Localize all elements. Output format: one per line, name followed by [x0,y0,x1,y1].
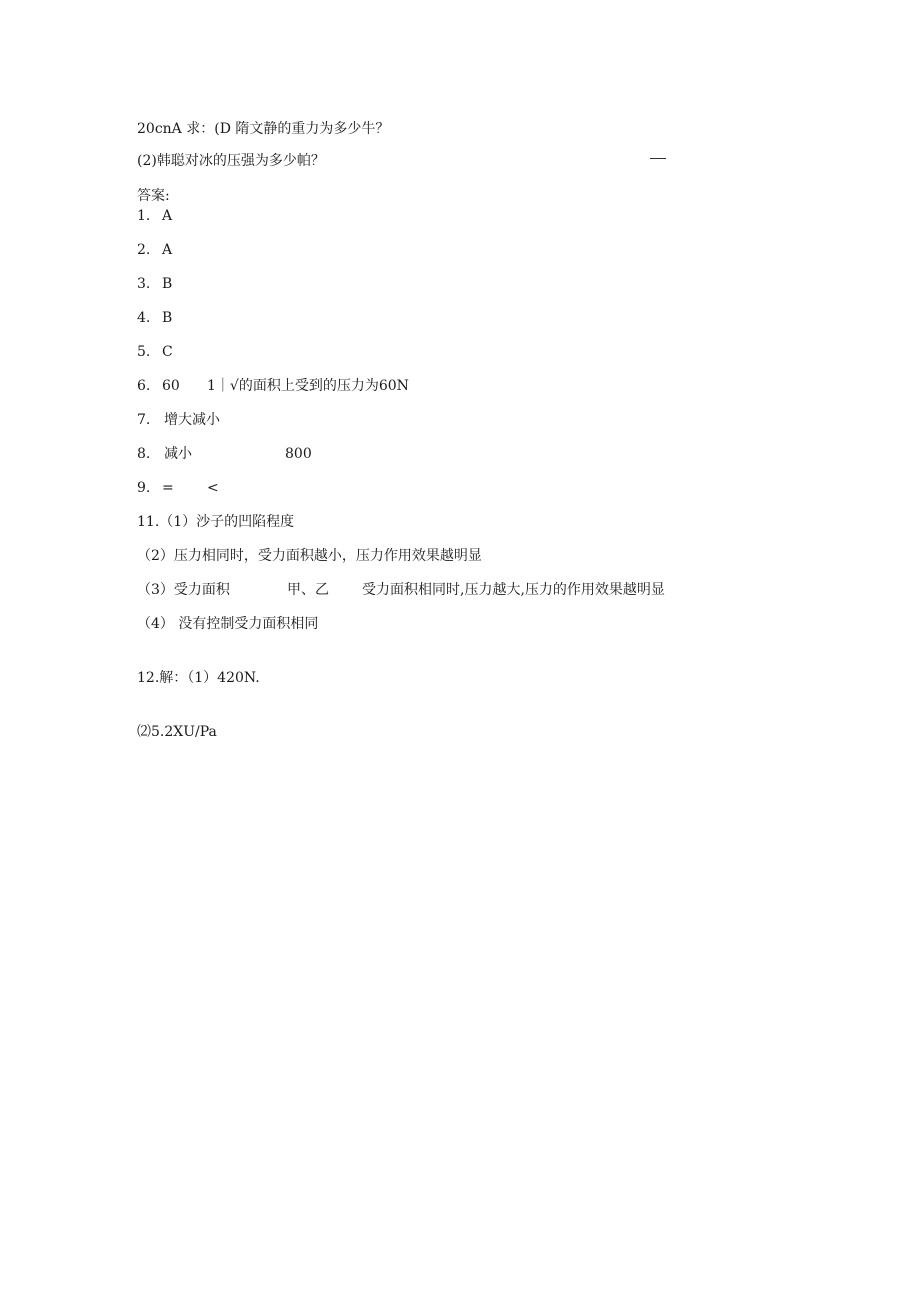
answer-number: 4. [137,310,151,326]
answer-value-1: 60 [162,378,180,394]
answer-11-part-b: 甲、乙 [287,582,329,598]
answer-1 [137,207,173,225]
answer-text: 增大减小 [164,412,220,428]
answer-11-line-3 [137,581,665,599]
answer-11-part-c: 受力面积相同时,压力越大,压力的作用效果越明显 [362,582,665,598]
answer-text: B [162,276,173,292]
dash-mark [650,158,666,159]
answer-number: 3. [137,276,151,292]
answer-number: 8. [137,446,151,462]
answer-7 [137,411,220,429]
answer-8 [137,445,312,463]
answer-5 [137,343,173,361]
answer-number: 2. [137,242,151,258]
question-line-1: 20cnA 求：(D 隋文静的重力为多少牛？ [137,121,390,137]
answer-text: C [162,344,173,360]
answer-4 [137,309,173,327]
answers-heading: 答案: [137,188,170,204]
answer-6 [137,377,409,395]
answer-11-line-1: 11.（1）沙子的凹陷程度 [137,514,295,530]
answer-9 [137,479,219,497]
answer-text: A [162,242,173,258]
question-line-2: (2)韩聪对冰的压强为多少帕？ [137,153,325,169]
answer-value-1: 减小 [164,446,192,462]
answer-12-line-1: 12.解：（1）420N. [137,670,260,686]
answer-11-part-a: （3）受力面积 [137,582,230,598]
answer-number: 1. [137,208,151,224]
answer-value-1: = [162,480,174,496]
answer-number: 6. [137,378,151,394]
answer-3 [137,275,173,293]
answer-value-2: 1｜√的面积上受到的压力为60N [207,378,409,394]
answer-text: A [162,208,173,224]
answer-11-line-4: （4） 没有控制受力面积相同 [137,616,319,632]
answer-text: B [162,310,173,326]
answer-12-line-2: ⑵5.2XU/Pa [137,724,217,740]
answer-value-2: 800 [285,446,312,462]
answer-number: 7. [137,412,151,428]
answer-2 [137,241,173,259]
answer-11-line-2: （2）压力相同时，受力面积越小，压力作用效果越明显 [137,548,482,564]
answer-number: 5. [137,344,151,360]
answer-number: 9. [137,480,151,496]
answer-value-2: < [207,480,219,496]
